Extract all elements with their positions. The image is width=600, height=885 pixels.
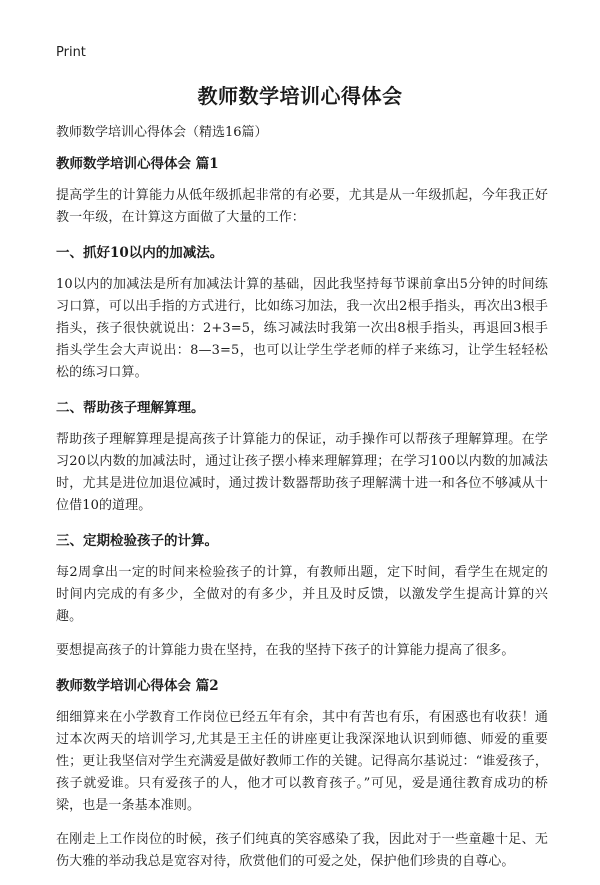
section-heading: 教师数学培训心得体会 篇2	[56, 678, 219, 694]
paragraph: 要想提高孩子的计算能力贵在坚持，在我的坚持下孩子的计算能力提高了很多。	[56, 643, 515, 658]
paragraph: 每2周拿出一定的时间来检验孩子的计算，有教师出题，定下时间，看学生在规定的时间内完成的有多少，全做对的有多少，并且及时反馈，以激发学生提高计算的兴趣。	[56, 565, 548, 624]
document-body	[56, 121, 548, 885]
section-heading: 教师数学培训心得体会 篇1	[56, 156, 219, 172]
paragraph: 在刚走上工作岗位的时候，孩子们纯真的笑容感染了我，因此对于一些童趣十足、无伤大雅的举动我总是宽容对待，欣赏他们的可爱之处，保护他们珍贵的自尊心。	[56, 832, 548, 869]
document-blocks	[56, 152, 548, 873]
paragraph: 帮助孩子理解算理是提高孩子计算能力的保证，动手操作可以帮孩子理解算理。在学习20以内数的加减法时，通过让孩子摆小棒来理解算理；在学习100以内数的加减法时，尤其是进位加退位减时，通过拨计数器帮助孩子理解满十进一和各位不够减从十位借10的道理。	[56, 432, 548, 513]
paragraph: 10以内的加减法是所有加减法计算的基础，因此我坚持每节课前拿出5分钟的时间练习口算，可以出手指的方式进行，比如练习加法，我一次出2根手指头，再次出3根手指头，孩子很快就说出：2+3=5，练习减法时我第一次出8根手指头，再退回3根手指头学生会大声说出：8—3=5，也可以让学生学老师的样子来练习，让学生轻轻松松的练习口算。	[56, 277, 548, 380]
sub-heading: 一、抓好10以内的加减法。	[56, 245, 224, 261]
paragraph: 细细算来在小学教育工作岗位已经五年有余，其中有苦也有乐，有困惑也有收获！通过本次两天的培训学习,尤其是王主任的讲座更让我深深地认识到师德、师爱的重要性；更让我坚信对学生充满爱是做好教师工作的关键。记得高尔基说过：“谁爱孩子，孩子就爱谁。只有爱孩子的人，他才可以教育孩子。”可见，爱是通往教育成功的桥梁，也是一条基本准则。	[56, 710, 548, 813]
paragraph: 提高学生的计算能力从低年级抓起非常的有必要，尤其是从一年级抓起，今年我正好教一年级，在计算这方面做了大量的工作：	[56, 188, 548, 225]
print-link[interactable]: Print	[56, 45, 86, 60]
document-subtitle: 教师数学培训心得体会（精选16篇）	[56, 125, 268, 140]
sub-heading: 三、定期检验孩子的计算。	[56, 533, 218, 549]
sub-heading: 二、帮助孩子理解算理。	[56, 400, 205, 416]
page-title: 教师数学培训心得体会	[197, 84, 403, 108]
